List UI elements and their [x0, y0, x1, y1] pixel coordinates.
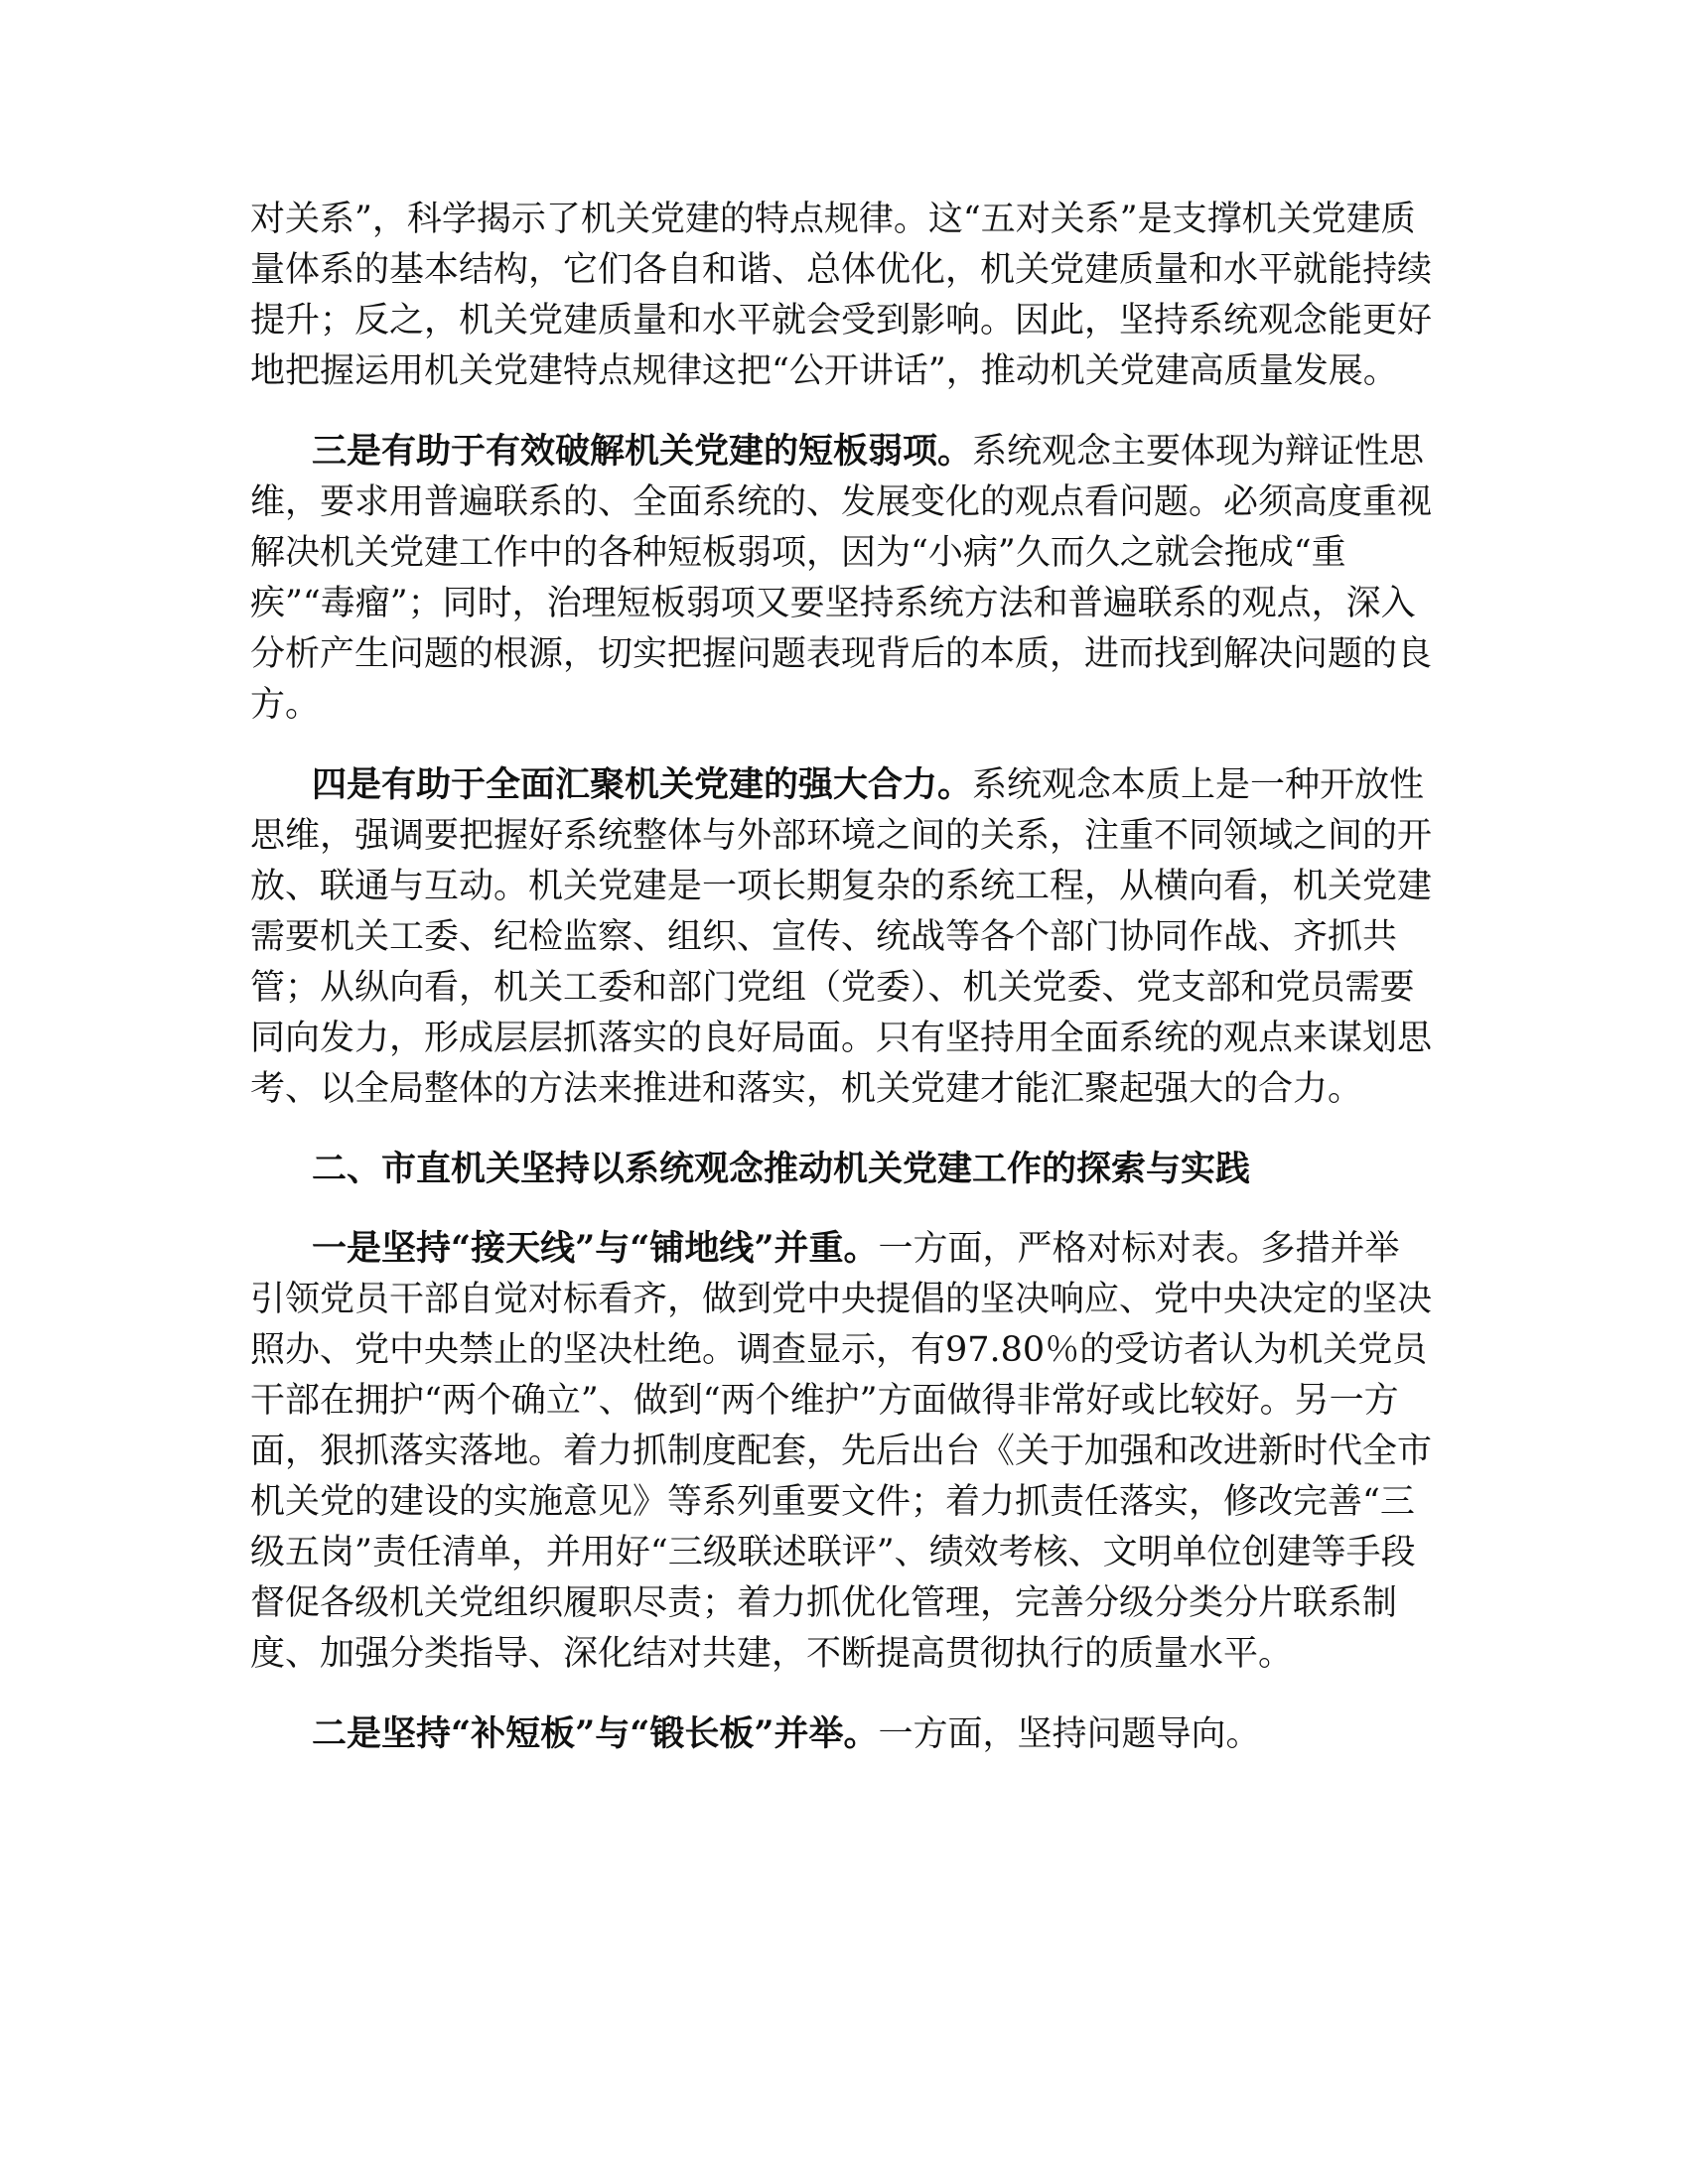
paragraph-lead: 四是有助于全面汇聚机关党建的强大合力。 — [312, 764, 973, 805]
paragraph-lead: 三是有助于有效破解机关党建的短板弱项。 — [312, 431, 973, 472]
paragraph-text: 系统观念主要体现为辩证性思维，要求用普遍联系的、全面系统的、发展变化的观点看问题。必须高度重视解决机关党建工作中的各种短板弱项，因为“小病”久而久之就会拖成“重疾”“毒瘤”；同时，治理短板弱项又要坚持系统方法和普遍联系的观点，深入分析产生问题的根源，切实把握问题表现背后的本质，进而找到解决问题的良方。 — [250, 432, 1433, 725]
section-heading: 二、市直机关坚持以系统观念推动机关党建工作的探索与实践 — [312, 1149, 1251, 1189]
paragraph-antenna-groundline — [250, 1223, 1432, 1680]
paragraph-synergy — [250, 759, 1432, 1115]
paragraph-shortboard — [250, 426, 1432, 731]
paragraph-text: 一方面，严格对标对表。多措并举引领党员干部自觉对标看齐，做到党中央提倡的坚决响应、党中央决定的坚决照办、党中央禁止的坚决杜绝。调查显示，有97.80％的受访者认为机关党员干部在拥护“两个确立”、做到“两个维护”方面做得非常好或比较好。另一方面，狠抓落实落地。着力抓制度配套，先后出台《关于加强和改进新时代全市机关党的建设的实施意见》等系列重要文件；着力抓责任落实，修改完善“三级五岗”责任清单，并用好“三级联述联评”、绩效考核、文明单位创建等手段督促各级机关党组织履职尽责；着力抓优化管理，完善分级分类分片联系制度、加强分类指导、深化结对共建，不断提高贯彻执行的质量水平。 — [250, 1229, 1433, 1674]
document-body — [250, 195, 1432, 1789]
paragraph-text: 对关系”，科学揭示了机关党建的特点规律。这“五对关系”是支撑机关党建质量体系的基本结构，它们各自和谐、总体优化，机关党建质量和水平就能持续提升；反之，机关党建质量和水平就会受到影响。因此，坚持系统观念能更好地把握运用机关党建特点规律这把“公开讲话”，推动机关党建高质量发展。 — [250, 200, 1433, 391]
paragraph-shortboard-longboard — [250, 1708, 1432, 1760]
paragraph-lead: 一是坚持“接天线”与“铺地线”并重。 — [312, 1228, 879, 1269]
paragraph-five-relations — [250, 195, 1432, 397]
paragraph-text: 一方面，坚持问题导向。 — [878, 1714, 1261, 1754]
paragraph-lead: 二是坚持“补短板”与“锻长板”并举。 — [312, 1713, 879, 1754]
paragraph-text: 系统观念本质上是一种开放性思维，强调要把握好系统整体与外部环境之间的关系，注重不同领域之间的开放、联通与互动。机关党建是一项长期复杂的系统工程，从横向看，机关党建需要机关工委、纪检监察、组织、宣传、统战等各个部门协同作战、齐抓共管；从纵向看，机关工委和部门党组（党委）、机关党委、党支部和党员需要同向发力，形成层层抓落实的良好局面。只有坚持用全面系统的观点来谋划思考、以全局整体的方法来推进和落实，机关党建才能汇聚起强大的合力。 — [250, 765, 1433, 1109]
